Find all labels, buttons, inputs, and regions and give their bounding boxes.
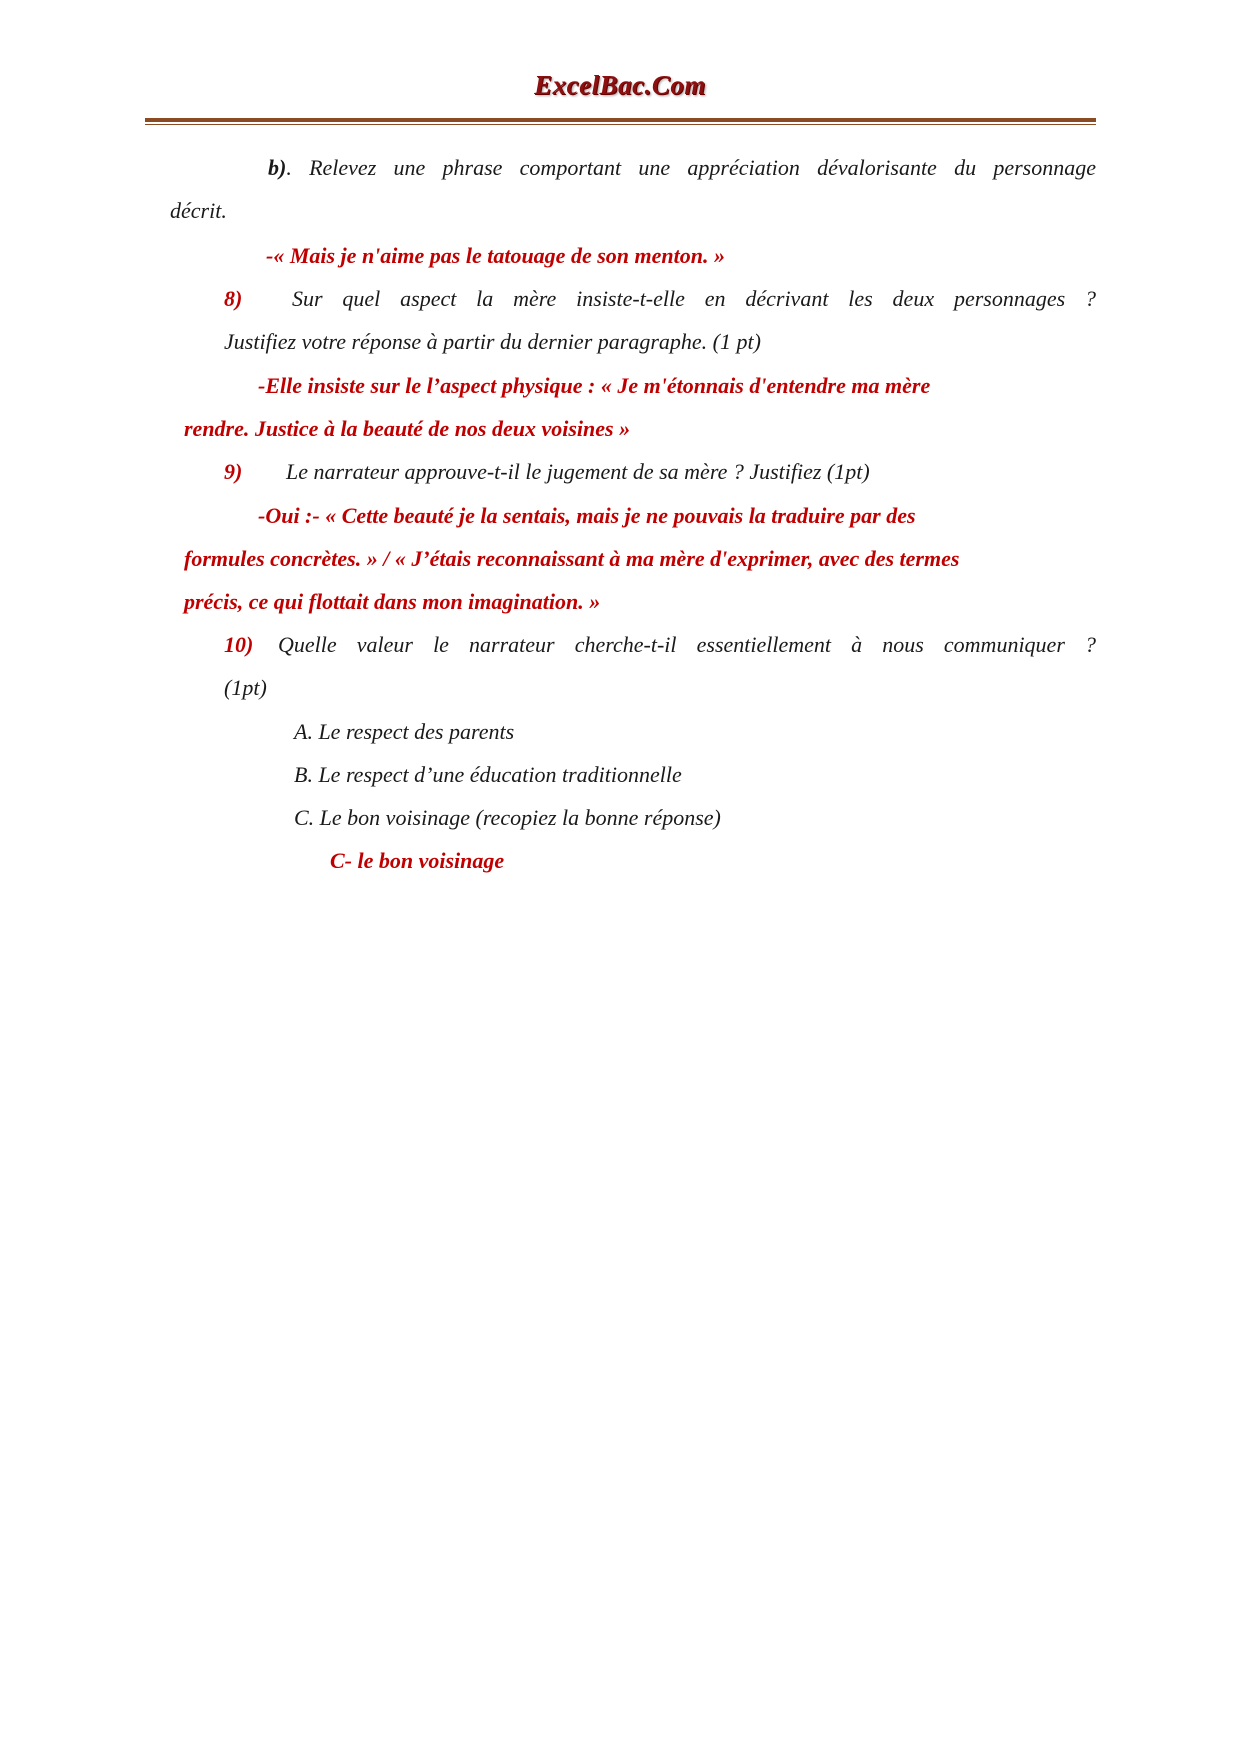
q10-number: 10) xyxy=(224,632,254,657)
q10-question-line2: (1pt) xyxy=(224,675,267,700)
q10-answer: C- le bon voisinage xyxy=(330,848,505,873)
q8-question-line1: Sur quel aspect la mère insiste-t-elle en décrivant les deux personnages ? xyxy=(292,286,1096,311)
q7b-question-line1 xyxy=(268,154,1096,182)
q9-answer-line3: précis, ce qui flottait dans mon imagination. » xyxy=(184,589,601,614)
header-rule-thick xyxy=(145,118,1096,122)
q8-answer-line1: -Elle insiste sur le l’aspect physique : « Je m'étonnais d'entendre ma mère xyxy=(258,373,931,398)
q8-number: 8) xyxy=(224,286,243,311)
q10-question-line1: Quelle valeur le narrateur cherche-t-il essentiellement à nous communiquer ? xyxy=(278,632,1096,657)
q7b-label: b) xyxy=(268,155,287,180)
q10-option-c: C. Le bon voisinage (recopiez la bonne réponse) xyxy=(294,805,721,830)
q10-option-b: B. Le respect d’une éducation traditionnelle xyxy=(294,762,682,787)
q9-answer-line2: formules concrètes. » / « J’étais reconnaissant à ma mère d'exprimer, avec des termes xyxy=(184,546,960,571)
site-header-logo: ExcelBac.Com xyxy=(534,70,706,100)
q9-answer-line1: -Oui :- « Cette beauté je la sentais, mais je ne pouvais la traduire par des xyxy=(258,503,916,528)
q8-answer-line2: rendre. Justice à la beauté de nos deux voisines » xyxy=(184,416,631,441)
q8-question-line2: Justifiez votre réponse à partir du dernier paragraphe. (1 pt) xyxy=(224,329,761,354)
q7b-text: . Relevez une phrase comportant une appréciation dévalorisante du personnage xyxy=(286,155,1096,180)
q7b-question-line2: décrit. xyxy=(170,198,227,223)
q9-question-line1: Le narrateur approuve-t-il le jugement de sa mère ? Justifiez (1pt) xyxy=(286,459,870,484)
q7b-answer: -« Mais je n'aime pas le tatouage de son menton. » xyxy=(266,243,725,268)
q9-number: 9) xyxy=(224,459,243,484)
q10-option-a: A. Le respect des parents xyxy=(294,719,515,744)
header-rule-thin xyxy=(145,124,1096,125)
